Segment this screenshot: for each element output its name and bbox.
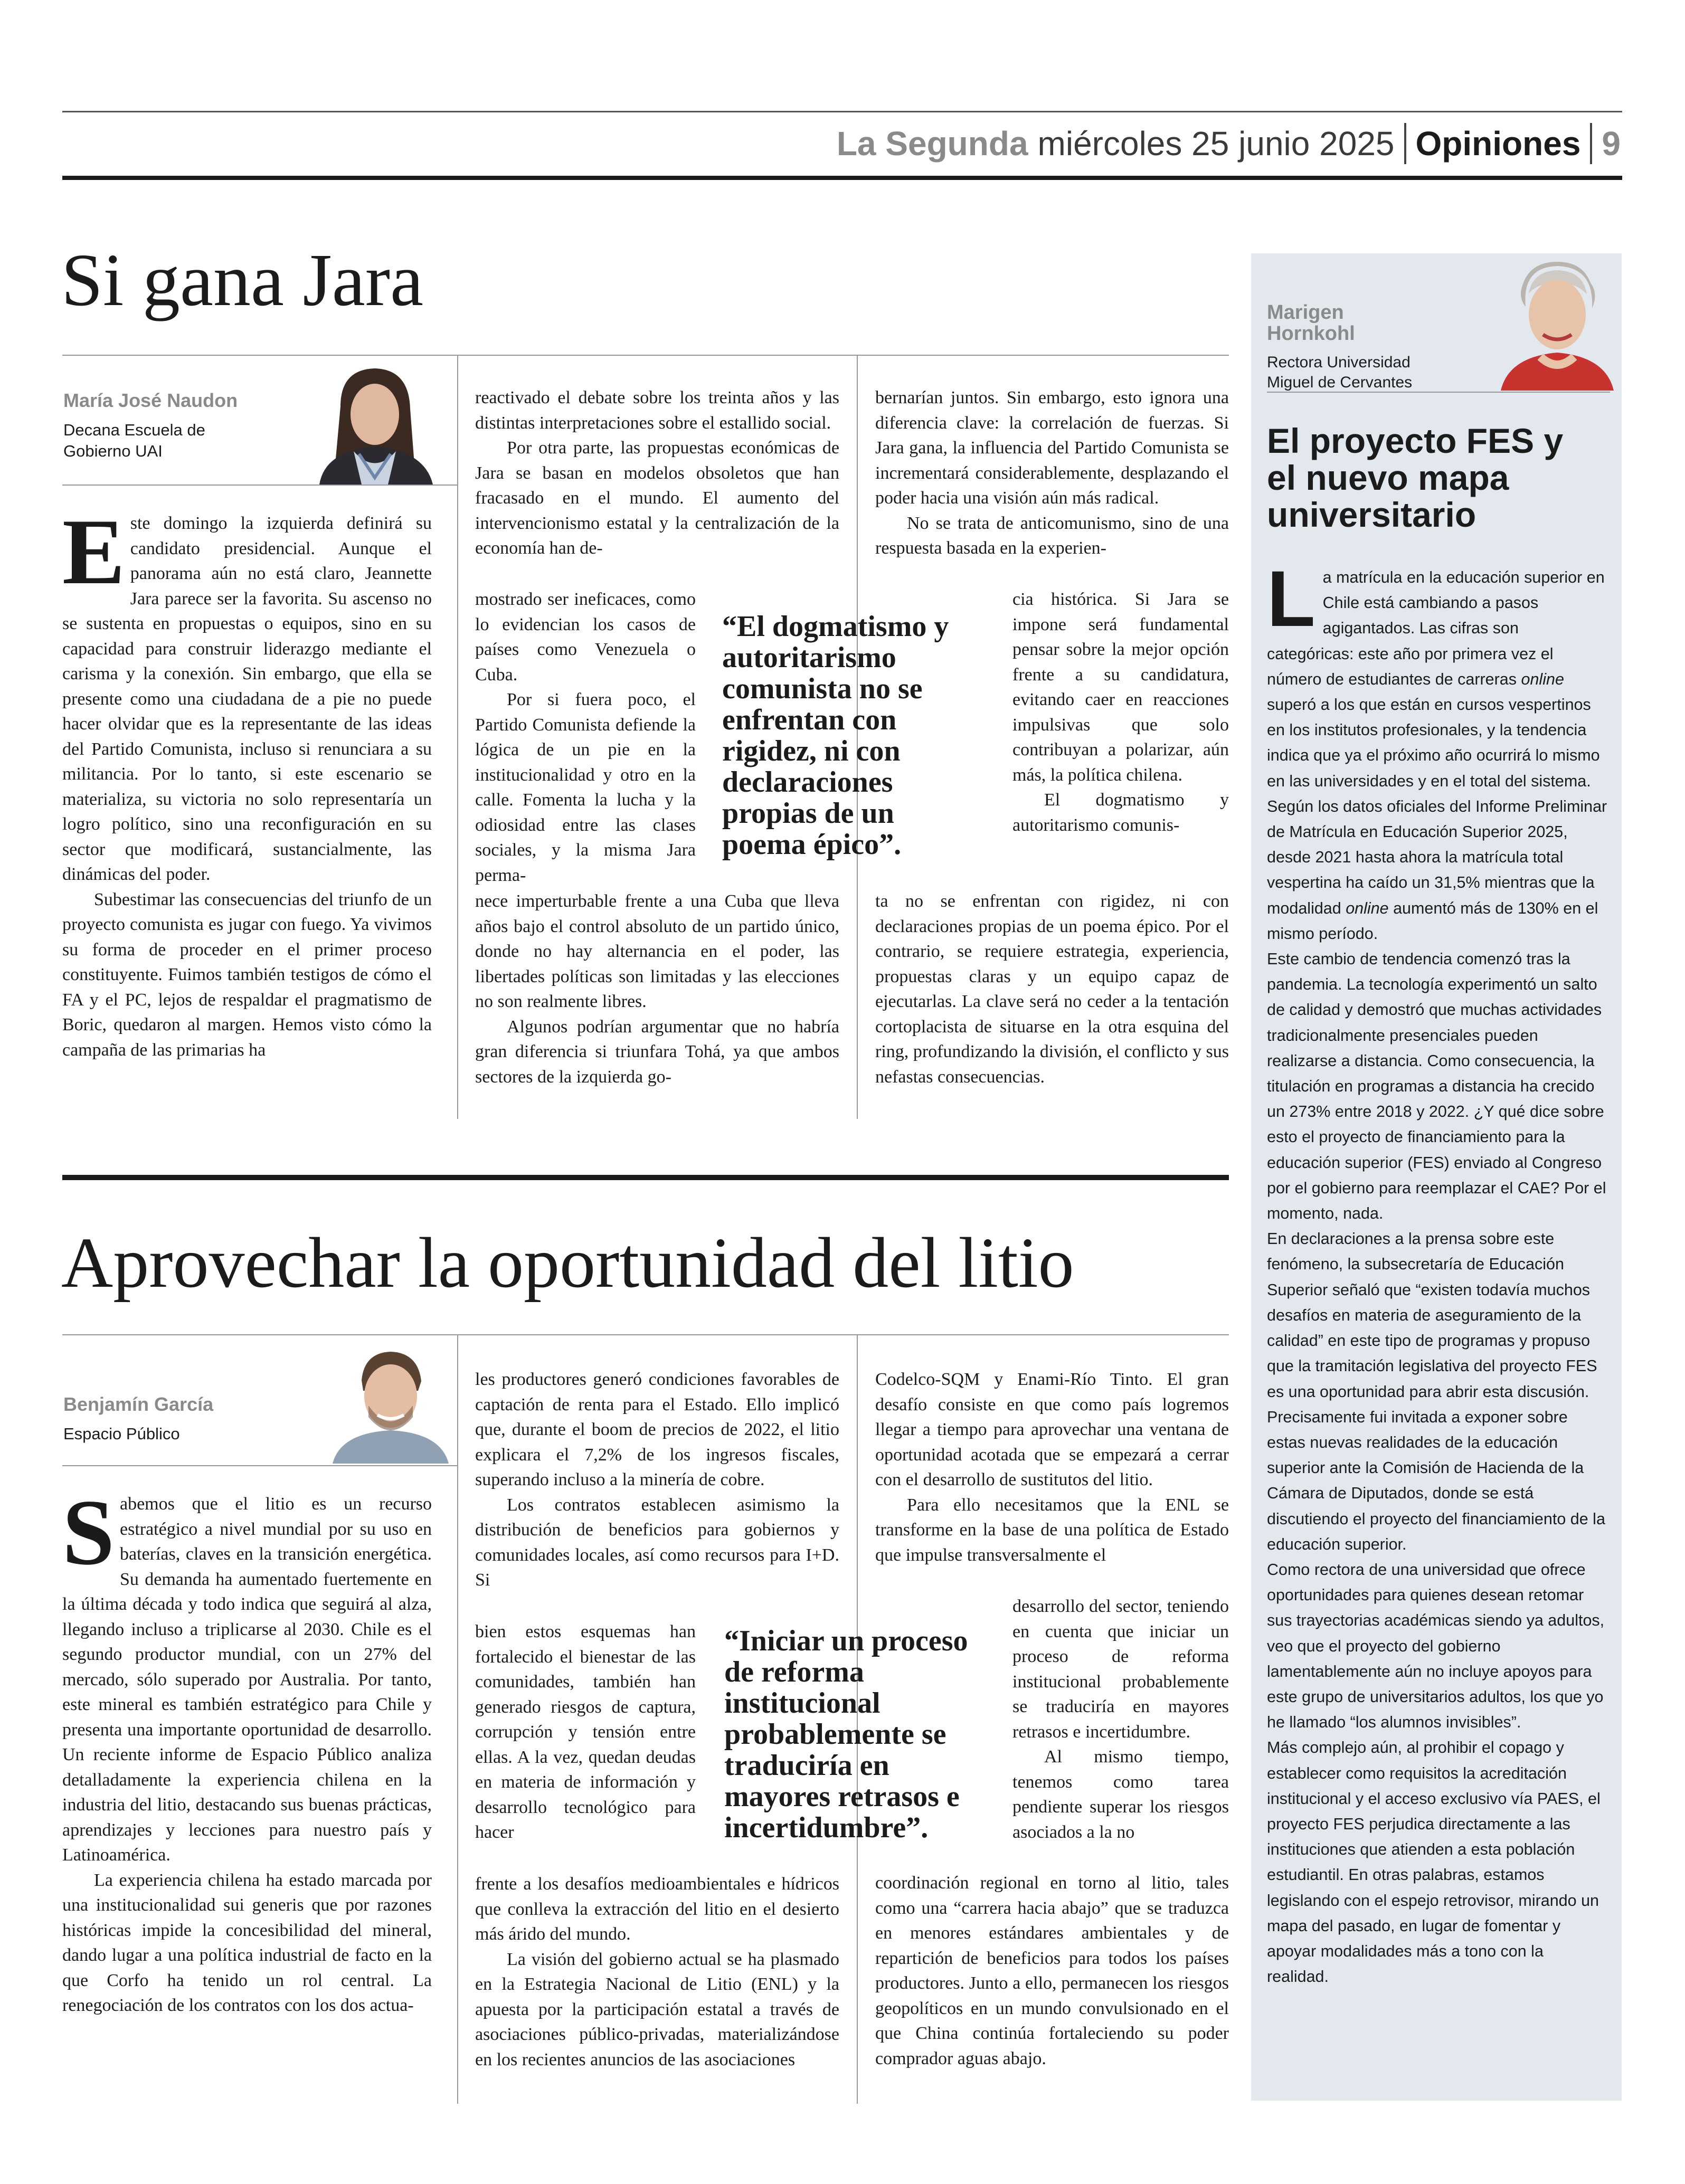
sidebar-author-photo xyxy=(1498,257,1616,391)
sidebar-author-rule xyxy=(1267,392,1610,393)
drop-cap: S xyxy=(62,1480,115,1584)
author-rule xyxy=(62,1465,457,1466)
article-column-3-top: bernarían juntos. Sin embargo, esto ignora una diferencia clave: la correlación de fuerzas. Si Jara gana, la influencia del Partido Comunista se incrementará considerablemente, desplazando el poder hacia una visión aún más radical. No se trata de anticomunismo, sino de una respuesta basada en la experien- xyxy=(875,388,1229,558)
column-rule xyxy=(457,355,458,1119)
drop-cap: E xyxy=(62,499,125,604)
article-column-2-bottom: frente a los desafíos medioambientales e hídricos que conlleva la extracción del litio en el desierto más árido del mundo. La visión del gobierno actual se ha plasmado en la Estrategia Nacional de Litio (ENL) y la apuesta por la participación estatal a través de asociaciones público-privadas, materializándose en los recientes anuncios de las asociaciones xyxy=(475,1874,839,2069)
pull-quote: “El dogmatismo y autoritarismo comunista no se enfrentan con rigidez, ni con declaraciones propias de un poema épico”. xyxy=(722,610,949,861)
author-photo xyxy=(327,1343,454,1464)
sidebar-body: La matrícula en la educación superior en Chile está cambiando a pasos agigantados. Las cifras son categóricas: este año por primera vez el número de estudiantes de carreras online superó a los que están en cursos vespertinos en los institutos profesionales, y la tendencia indica que ya el próximo año ocurrirá lo mismo en las universidades y en el total del sistema. Según los datos oficiales del Informe Preliminar de Matrícula en Educación Superior 2025, desde 2021 hasta ahora la matrícula total vespertina ha caído un 31,5% mientras que la modalidad online aumentó más de 130% en el mismo período. Este cambio de tendencia comenzó tras la pandemia. La tecnología experimentó un salto de calidad y demostró que muchas actividades tradicionalmente presenciales pueden realizarse a distancia. Como consecuencia, la titulación en programas a distancia ha crecido un 273% entre 2018 y 2022. ¿Y qué dice sobre esto el proyecto de financiamiento para la educación superior (FES) enviado al Congreso por el gobierno para reemplazar el CAE? Por el momento, nada. En declaraciones a la prensa sobre este fenómeno, la subsecretaría de Educación Superior señaló que “existen todavía muchos desafíos en materia de aseguramiento de la calidad” en este tipo de programas y propuso que la tramitación legislativa del proyecto FES es una oportunidad para abrir esta discusión. Precisamente fui invitada a exponer sobre estas nuevas realidades de la educación superior ante la Comisión de Hacienda de la Cámara de Diputados, donde se está discutiendo el proyecto del financiamiento de la educación superior. Como rectora de una universidad que ofrece oportunidades para quienes desean retomar sus trayectorias académicas siendo ya adultos, veo que el proyecto del gobierno lamentablemente aún no incluye apoyos para este grupo de universitarios adultos, los que yo he llamado “los alumnos invisibles”. Más complejo aún, al prohibir el copago y establecer como requisitos la acreditación institucional y el acceso exclusivo vía PAES, el proyecto FES perjudica directamente a las instituciones que atienden a esta población estudiantil. En otras palabras, estamos legislando con el espejo retrovisor, mirando un mapa del pasado, en lugar de fomentar y apoyar modalidades más a tono con la realidad. xyxy=(1267,554,1607,1986)
article-column-3-narrow: cia histórica. Si Jara se impone será fundamental pensar sobre la mejor opción frente a su candidatura, evitando caer en reacciones impulsivas que solo contribuyan a polarizar, aún más, la política chilena. El dogmatismo y autoritarismo comunis- xyxy=(1012,590,1229,835)
column-rule xyxy=(457,1334,458,2104)
author-name: María José Naudon xyxy=(63,390,238,411)
article-column-1: Este domingo la izquierda definirá su candidato presidencial. Aunque el panorama aún no está claro, Jeannette Jara parece ser la favorita. Su ascenso no se sustenta en propuestas o equipos, sino en su capacidad para construir liderazgo mediante el carisma y la conexión. Sin embargo, que ella se presente como una ciudadana de a pie no puede hacer olvidar que es la representante de las ideas del Partido Comunista, incluso si renunciara a su militancia. Por lo tanto, si este escenario se materializa, su victoria no solo representaría un logro político, sino una reconfiguración en su sector que modificará, sustancialmente, las dinámicas del poder. Subestimar las consecuencias del triunfo de un proyecto comunista es jugar con fuego. Ya vivimos su forma de proceder en el primer proceso constituyente. Fuimos también testigos de cómo el FA y el PC, lejos de respaldar el pragmatismo de Boric, quedaron al margen. Hemos visto cómo la campaña de las primarias ha xyxy=(62,499,432,1060)
title-rule xyxy=(62,355,1229,356)
article-column-3-narrow: desarrollo del sector, teniendo en cuenta que iniciar un proceso de reforma institucional probablemente se traduciría en mayores retrasos e incertidumbre. Al mismo tiempo, tenemos como tarea pendiente superar los riesgos asociados a la no xyxy=(1012,1597,1229,1842)
sidebar-author-role: Rectora Universidad Miguel de Cervantes xyxy=(1267,354,1413,391)
author-role: Decana Escuela de Gobierno UAI xyxy=(63,421,205,460)
article-title: Si gana Jara xyxy=(61,238,424,321)
author-role: Espacio Público xyxy=(63,1425,180,1443)
article-column-3-bottom: coordinación regional en torno al litio, tales como una “carrera hacia abajo” que se traduzca en menores estándares ambientales y de repartición de beneficios para todos los países productores. Junto a ello, permanecen los riesgos geopolíticos en un mundo convulsionado en el que China continúa fortaleciendo su poder comprador aguas abajo. xyxy=(875,1873,1229,2068)
article-separator xyxy=(62,1175,1229,1180)
author-photo xyxy=(309,364,441,485)
pull-quote: “Iniciar un proceso de reforma institucional probablemente se traduciría en mayores retrasos e incertidumbre”. xyxy=(724,1625,968,1844)
header-divider xyxy=(1590,123,1592,164)
author-name: Benjamín García xyxy=(63,1393,214,1415)
header-bottom-rule xyxy=(62,176,1622,180)
article-title: Aprovechar la oportunidad del litio xyxy=(61,1223,1074,1303)
sidebar-title: El proyecto FES y el nuevo mapa universitario xyxy=(1267,421,1564,534)
article-column-2-narrow: mostrado ser ineficaces, como lo evidencian los casos de países como Venezuela o Cuba. Por si fuera poco, el Partido Comunista defiende la lógica de un pie en la institucionalidad y otro en la calle. Fomenta la lucha y la odiosidad entre las clases sociales, y la misma Jara perma- xyxy=(475,590,696,885)
header-divider xyxy=(1404,123,1406,164)
title-rule xyxy=(62,1334,1229,1335)
page-number: 9 xyxy=(1602,125,1621,163)
newspaper-brand: La Segunda xyxy=(836,125,1028,163)
author-rule xyxy=(62,485,457,486)
header-top-rule xyxy=(62,111,1622,112)
article-column-3-top: Codelco-SQM y Enami-Río Tinto. El gran desafío consiste en que como país logremos llegar a tiempo para aprovechar una ventana de oportunidad acotada que se empezará a cerrar con el desarrollo de sustitutos del litio. Para ello necesitamos que la ENL se transforme en la base de una política de Estado que impulse transversalmente el xyxy=(875,1370,1229,1565)
article-column-2-top: reactivado el debate sobre los treinta años y las distintas interpretaciones sobre el estallido social. Por otra parte, las propuestas económicas de Jara se basan en modelos obsoletos que han fracasado en el mundo. El aumento del intervencionismo estatal y la centralización de la economía han de- xyxy=(475,388,839,558)
article-column-1: Sabemos que el litio es un recurso estratégico a nivel mundial por su uso en baterías, claves en la transición energética. Su demanda ha aumentado fuertemente en la última década y todo indica que seguirá al alza, llegando incluso a triplicarse al 2030. Chile es el segundo productor mundial, con un 27% del mercado, sólo superado por Australia. Por tanto, este mineral es también estratégico para Chile y presenta una importante oportunidad de desarrollo. Un reciente informe de Espacio Público analiza detalladamente la experiencia chilena en la industria del litio, destacando sus buenas prácticas, aprendizajes y lecciones para nuestro país y Latinoamérica. La experiencia chilena ha estado marcada por una institucionalidad sui generis que por razones históricas impide la concesibilidad del mineral, dando lugar a una política industrial de facto en la que Corfo ha tenido un rol central. La renegociación de los contratos con los dos actua- xyxy=(62,1480,432,2015)
article-column-3-bottom: ta no se enfrentan con rigidez, ni con declaraciones propias de un poema épico. Por el contrario, se requiere estrategia, experiencia, propuestas claras y un equipo capaz de ejecutarlas. La clave será no ceder a la tentación cortoplacista de situarse en la otra esquina del ring, profundizando la división, el conflicto y sus nefastas consecuencias. xyxy=(875,891,1229,1087)
section-name: Opiniones xyxy=(1415,125,1581,163)
page-header xyxy=(837,117,1621,170)
article-column-2-bottom: nece imperturbable frente a una Cuba que lleva años bajo el control absoluto de un partido único, donde no hay alternancia en el poder, las libertades políticas son limitadas y las elecciones no son realmente libres. Algunos podrían argumentar que no habría gran diferencia si triunfara Tohá, ya que ambos sectores de la izquierda go- xyxy=(475,891,839,1087)
sidebar-author-name: Marigen Hornkohl xyxy=(1267,301,1355,345)
drop-cap: L xyxy=(1267,554,1315,643)
article-column-2-narrow: bien estos esquemas han fortalecido el bienestar de las comunidades, también han generado riesgos de captura, corrupción y tensión entre ellas. A la vez, quedan deudas en materia de información y desarrollo tecnológico para hacer xyxy=(475,1622,696,1842)
issue-date: miércoles 25 junio 2025 xyxy=(1037,125,1395,163)
article-column-2-top: les productores generó condiciones favorables de captación de renta para el Estado. Ello implicó que, durante el boom de precios de 2022, el litio explicara el 7,2% de los ingresos fiscales, superando incluso a la minería de cobre. Los contratos establecen asimismo la distribución de beneficios para gobiernos y comunidades locales, así como recursos para I+D. Si xyxy=(475,1370,839,1590)
